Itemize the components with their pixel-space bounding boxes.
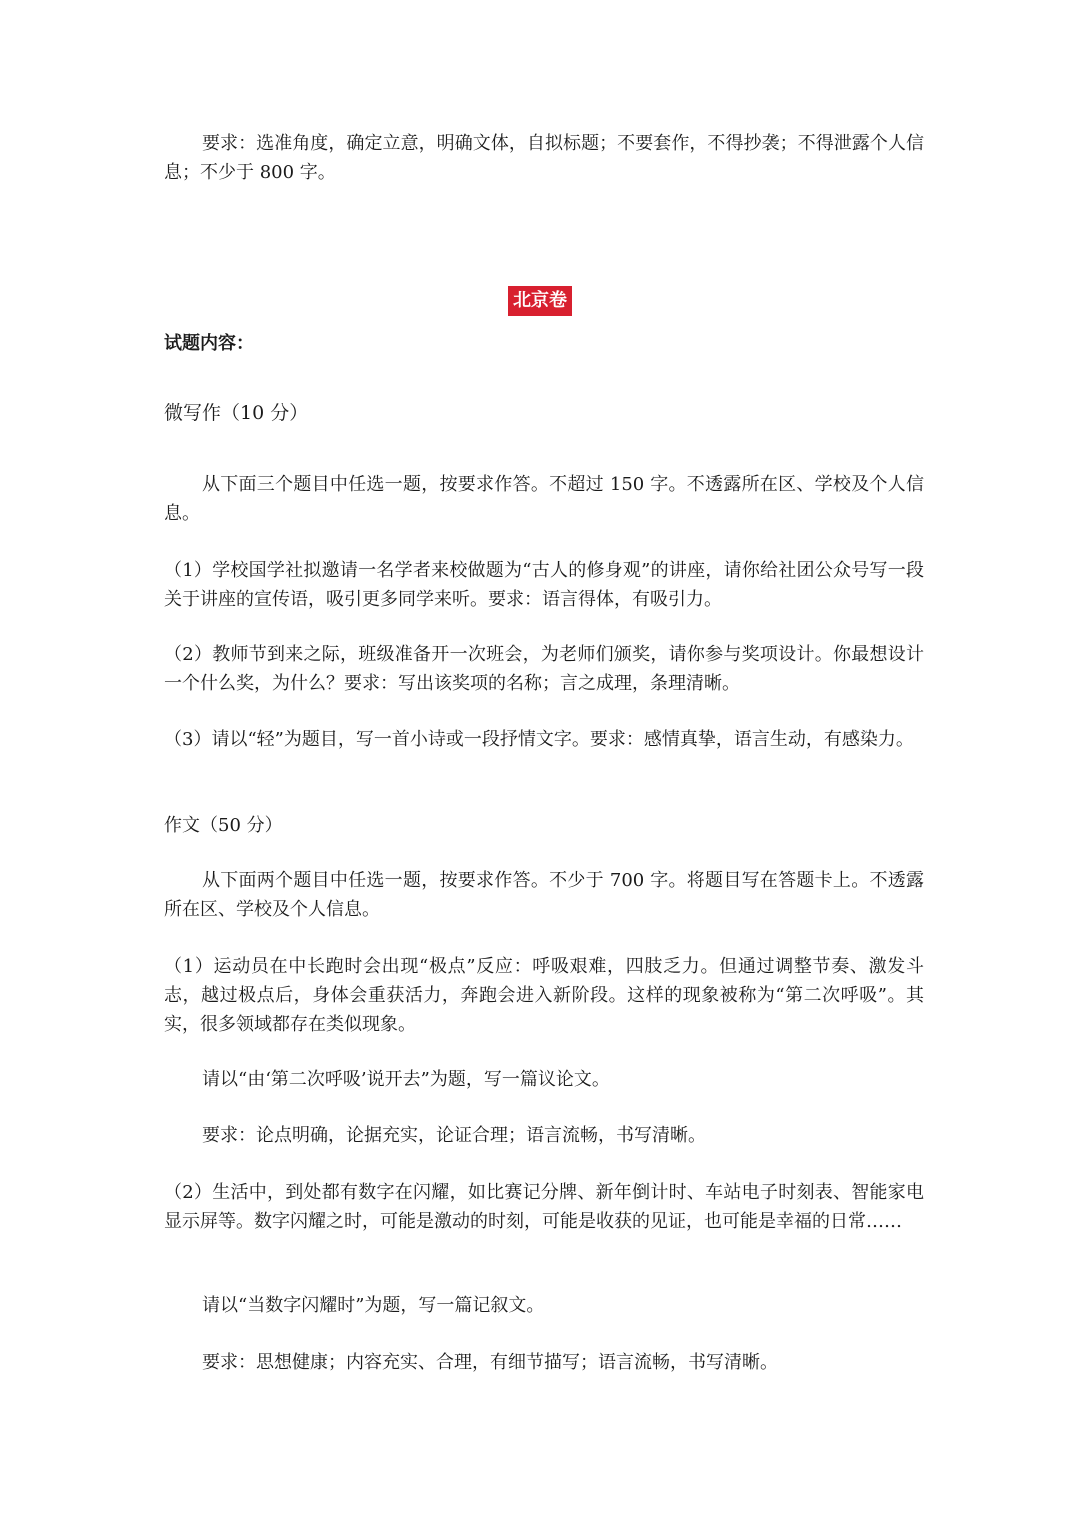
essay-title: 作文（50 分） bbox=[164, 815, 283, 836]
intro-requirement: 要求：选准角度，确定立意，明确文体，自拟标题；不要套作，不得抄袭；不得泄露个人信息；不少于 800 字。 bbox=[164, 133, 924, 183]
essay-item-1-prompt: 请以“由‘第二次呼吸’说开去”为题，写一篇议论文。 bbox=[202, 1069, 610, 1090]
micro-writing-item-3: （3）请以“轻”为题目，写一首小诗或一段抒情文字。要求：感情真挚，语言生动，有感染力。 bbox=[164, 729, 914, 750]
essay-instruction: 从下面两个题目中任选一题，按要求作答。不少于 700 字。将题目写在答题卡上。不透露所在区、学校及个人信息。 bbox=[164, 870, 924, 920]
section-badge: 北京卷 bbox=[508, 286, 572, 316]
micro-writing-item-2: （2）教师节到来之际，班级准备开一次班会，为老师们颁奖，请你参与奖项设计。你最想设计一个什么奖，为什么？要求：写出该奖项的名称；言之成理，条理清晰。 bbox=[164, 644, 924, 694]
micro-writing-item-1: （1）学校国学社拟邀请一名学者来校做题为“古人的修身观”的讲座，请你给社团公众号写一段关于讲座的宣传语，吸引更多同学来听。要求：语言得体，有吸引力。 bbox=[164, 560, 924, 610]
essay-item-2-prompt: 请以“当数字闪耀时”为题，写一篇记叙文。 bbox=[202, 1295, 545, 1316]
content-label: 试题内容： bbox=[164, 333, 254, 354]
essay-item-1-requirement: 要求：论点明确，论据充实，论证合理；语言流畅，书写清晰。 bbox=[202, 1125, 706, 1146]
essay-item-1-text: （1）运动员在中长跑时会出现“极点”反应：呼吸艰难，四肢乏力。但通过调整节奏、激发斗志，越过极点后，身体会重获活力，奔跑会进入新阶段。这样的现象被称为“第二次呼吸”。其实，很多领域都存在类似现象。 bbox=[164, 956, 924, 1035]
micro-writing-instruction: 从下面三个题目中任选一题，按要求作答。不超过 150 字。不透露所在区、学校及个人信息。 bbox=[164, 474, 924, 524]
essay-item-2-requirement: 要求：思想健康；内容充实、合理，有细节描写；语言流畅，书写清晰。 bbox=[202, 1352, 778, 1373]
essay-item-2-text: （2）生活中，到处都有数字在闪耀，如比赛记分牌、新年倒计时、车站电子时刻表、智能家电显示屏等。数字闪耀之时，可能是激动的时刻，可能是收获的见证，也可能是幸福的日常…… bbox=[164, 1182, 924, 1232]
micro-writing-title: 微写作（10 分） bbox=[164, 402, 309, 424]
